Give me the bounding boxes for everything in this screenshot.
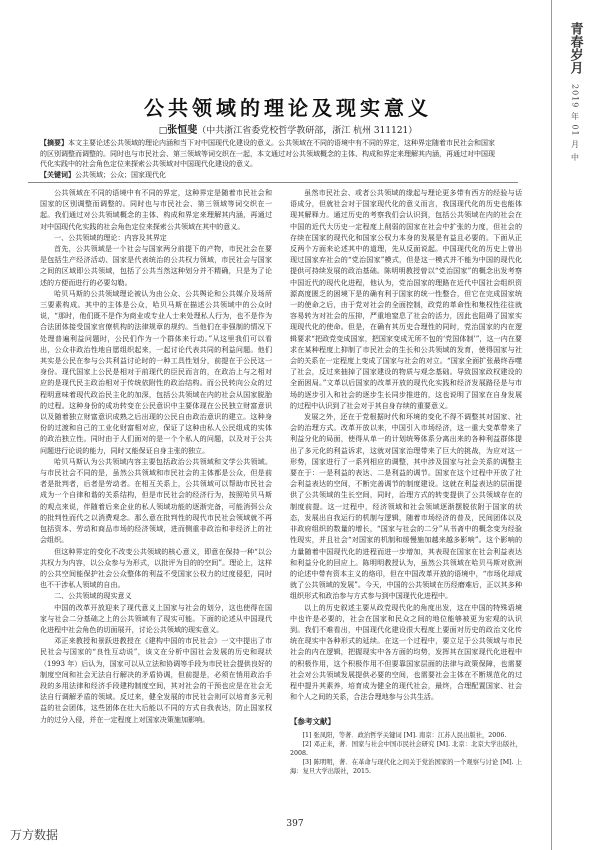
left-column — [40, 187, 272, 725]
author-affiliation: （中共浙江省委党校哲学教研部，浙江 杭州 311121） — [197, 126, 418, 136]
author-box-glyph: □ — [158, 126, 168, 136]
issue-date: 2019 年 01 月 中 — [570, 84, 580, 162]
reference-item: [2] 邓正来，著．国家与社会中国市民社会研究 [M]. 北京：北京大学出版社，2008. — [290, 740, 522, 757]
page-number: 397 — [286, 819, 304, 829]
article-page — [28, 20, 548, 820]
article-title: 公共领域的理论及现实意义 — [144, 96, 432, 120]
reference-item: [1] 张凤阳，等著．政治哲学关键词 [M]. 南京：江苏人民出版社，2006. — [302, 731, 507, 739]
abstract-text: 本文主要论述公共领域的理论内涵和当下对中国现代化建设的意义。公共领域在不同的语境中有不同的界定，这种界定随着市民社会和国家的区别调整而调整的。同时也与市民社会、第三领域等词交织在一起，本文通过对公共领域概念的主体、构成和界定来理解其内涵，再通过对中国现代化实践中的社会角色定位来探索公共领域对中国现代化建设的意义。 — [40, 139, 495, 168]
body-paragraph: 哈贝马斯的公共领域理论被认为由公众、公共舆论和公共媒介及场所三要素构成。其中的主体是公众，哈贝马斯在描述公共领域中的公众时说，“那时，他们既不是作为商业或专业人士来处理私人行为，也不是作为合法团体接受国家官僚机构的法律规章的规约。当他们在非强制的情况下处理普遍利益问题时，公民们作为一个群体来行动。”从这里我们可以看出，公众非政治性地自愿组织起来，一起讨论代表共同的利益问题。他们其实是公民在参与公共利益讨论时的一种工具性划分，前提在于公民这一身份。现代国家上公民是相对于前现代的臣民而言的，在政治上与之相对应的是现代民主政治相对于传统依附性的政治结构。而公民转向公众的过程明意味着现代政治民主化的加深，包括公共领域在内的社会从国家脱胎的过程。这种身份的成功转变在公民意识中主要体现在公民独立财富意识以及随着独立财富意识成熟之后出现的公民自由政治意识的建立。这种身份的过渡和自己的工业化财富相对应，保证了这种由私人公民组成的实体的政治独立性。同时由于人们面对的是一个个私人的问题，以及对于公共问题进行论说的能力，同时又能保证自身主张的独立。 — [40, 288, 272, 455]
body-paragraph: 虽然市民社会、或者公共领域的缘起与理论更多带有西方的经验与话语成分，但就社会对于国家现代化的意义而言，我国现代化的历史也能体现其解释力。通过历史的考察我们会认识到，包括公共领域在内的社会在中国的近代大历史一定程度上削弱的国家在社会中扩张的力度，但社会的存续在国家的现代化和国家公权力本身的发展是有益且必要的。下面从正反两个方面来论述其中的道理，先从反面说起。中国现代化的历史上曾出现过国家弃社会的“党治国家”模式，但是这一模式并不能为中国的现代化提供可持续发展的政治基础。陈明明教授曾以“党治国家”的概念出发考察中国近代的现代化进程，他认为，党治国家的理路在近代中国社会组织资源高度匮乏的困境下是的确有利于国家的统一性整合，但它在完成国家统一的使命之后，由于党对社会的全面控制，政党的革命性和集权性往往就容易转为对社会的压抑，严重地窒息了社会的活力，因此也阻碍了国家实现现代化的使命。但是，在确有其历史合理性的同时，党治国家的内在逻辑要求“把政党变成国家，把国家变成无所不包的‘党国体制’”，这一内在要求在某种程度上抑制了市民社会的生长和公共领域的发育，使得国家与社会的关系在一定程度上变成了国家与社会的对立。“国家全面扩张最终吞噬了社会，反过来抽掉了国家建设的物质与观念基础。导致国家政权建设的全面困局。”文革以后国家的改革开放的现代化实践和经济发展路径是与市场的逐步引入和社会的逐步生长同步推进的，这也说明了国家在自身发展的过程中认识到了社会对于其自身存续的重要意义。 — [290, 188, 522, 410]
keywords-label: 【关键词】 — [40, 170, 75, 179]
body-paragraph: 公共领域在不同的语境中有不同的界定，这种界定是随着市民社会和国家的区别调整而调整的。同时也与市民社会、第三领域等词交织在一起。我们通过对公共领域概念的主体、构成和界定来理解其内涵，再通过对中国现代化实践的社会角色定位来探索公共领域在其中的意义。 — [40, 188, 272, 231]
body-paragraph: 但这种界定的变化不改变公共领域的核心意义，即意在保持一种“以公共权力为内容，以公众参与为形式，以批评为目的的空间”。理论上，这样的公共空间能保护社会公众整体的利益不受国家公权力的过度侵犯，同时也不干涉私人领域的自由。 — [40, 546, 272, 590]
abstract — [40, 138, 495, 170]
right-column — [290, 187, 522, 776]
body-paragraph: 首先，公共领域是一个社会与国家两分前提下的产物，市民社会在要是包括生产经济活动、国家是代表统治的公共权力领域，市民社会与国家之间的区域即公共领域，包括了公共当然这种划分并不精确，只是为了论述的方便而进行的必要勾勒。 — [40, 244, 272, 287]
body-paragraph: 邓正来教授和景跃进教授在《建构中国的市民社会》一文中提出了市民社会与国家的“良性互动说”，该文在分析中国社会发展的历史和现状（1993 年）后认为，国家可以从立法和协调等手段为市民社会提供良好的制度空间和社会无法自行解决的矛盾协调，但前提是，必须在悄用政治手段的多用法律和经济手段建构制度空间，其对社会的干预也应是在社会无法自行调解矛盾的领域。反过来，健全发展的市民社会则可以培育多元利益的社会团体，这些团体在壮大后能以不同的方式自我表达，防止国家权力的过分入侵，并在一定程度上对国家决策施加影响。 — [40, 636, 272, 724]
keywords-text: 公共领域；公众；国家现代化 — [75, 171, 166, 179]
publisher-brand: 万方数据 — [10, 828, 59, 842]
keywords — [40, 170, 495, 180]
body-paragraph: 中国的改革开放迎来了现代意义上国家与社会的划分，这也使得在国家与社会二分基础之上的公共领域有了现实可能。下面的论述从中国现代化进程中社会角色的切面展开，讨论公共领域的现实意义。 — [40, 602, 272, 634]
references-title: 【参考文献】 — [290, 717, 335, 727]
body-paragraph: 哈贝马斯认为公共领域内容主要包括政治公共领域和文学公共领域。与市民社会不同的是，虽然公共领域和市民社会的主体都是公众，但是前者是批判者，后者是劳动者。在相互关系上，公共领域可以帮助市民社会成为一个自律和谐的关系结构，但是市民社会的经济行为，按照哈贝马斯的观点来说，伴随着后来企业的私人领域功能的逐渐完备，可能消弭公众的批判性而代之以消费观念。那么意在批判性的现代市民社会领域就不再包括资本、劳动和商品市场的经济领域，进而侧重非政治和非经济上的社会组织。 — [40, 456, 272, 545]
magazine-side-tab — [555, 22, 595, 162]
magazine-name: 青春岁月 — [567, 22, 583, 74]
margin-divider — [551, 0, 552, 850]
body-paragraph: 以上的历史叙述主要从政党现代化的角度出发，这在中国的特殊语境中也许是必要的，社会在国家和民众之间的地位能够被更为宏观的认识到。我们不难看出，中国现代化建设很大程度上要面对历史的政治文化传统在现实中各种形式的延续。在这一个过程中，要立足于公共领域与市民社会的内在逻辑，把握现实中各方面的均势，发挥其在国家现代化进程中的积极作用，这个积极作用不但要靠国家层面的法律与政策保障，也需要社会对公共领域发展提供必要的空间，也需要社会主体在不断规范化的过程中提升其素养，培育成为健全的现代社会，最终，合理配置国家、社会和个人之间的关系，合法合理地参与公共生活。 — [290, 602, 522, 702]
author-line — [28, 121, 548, 136]
body-paragraph: 发展之外，还在于党根据时代和环境的变化不得不调整其对国家、社会的治理方式。改革开放以来，中国引入市场经济，这一重大变革带来了利益分化的局面，使得从单一的计划统筹体系分离出来的各种利益群体提出了多元化的利益诉求，这就对国家治理带来了巨大的挑战，为应对这一形势，国家进行了一系列相应的调整，其中涉及国家与社会关系的调整主要在于：一是利益的表达、二是利益的调节。国家在这个过程中开放了社会利益表达的空间，不断完善调节的制度建设。这就在利益表达的层面提供了公共领域的生长空间，同时，治理方式的转变提供了公共领域存在的制度前提。这一过程中，经济领域和社会领域逐渐摆脱依附于国家的状态，发展出自我运行的机制与逻辑，随着市场经济的普及，民间团体以及非政府组织的数量的增长，“国家与社会的二分”从书斋中的概念变为经验性现实，并且社会“对国家的机制和缓慢施加越来越多影响”。这个影响的力量随着中国现代化的进程而进一步增加，其表现在国家在社会利益表达和利益分化的回应上。陈明明教授认为，虽然公共领域在哈贝马斯对欧洲的论述中带有资本主义的烙印，但在中国改革开放的语境中，“市场化却成就了公共领域的发展”。今天，中国的公共领域在历经磨难后，正以其多种组织形式和政治参与方式参与到中国现代化进程中。 — [290, 412, 522, 601]
abstract-label: 【摘要】 — [40, 138, 68, 147]
section-heading: 一、公共领域的理论：内容及其界定 — [54, 232, 167, 242]
reference-item: [3] 陈明明，著．在革命与现代化之间关于党治国家的一个观察与讨论 [M]. 上海：复旦大学出版社，2015. — [290, 758, 522, 775]
header-divider — [28, 182, 518, 183]
section-heading: 二、公共领域的现实意义 — [54, 591, 132, 601]
author-name: 张恒斐 — [167, 125, 198, 136]
